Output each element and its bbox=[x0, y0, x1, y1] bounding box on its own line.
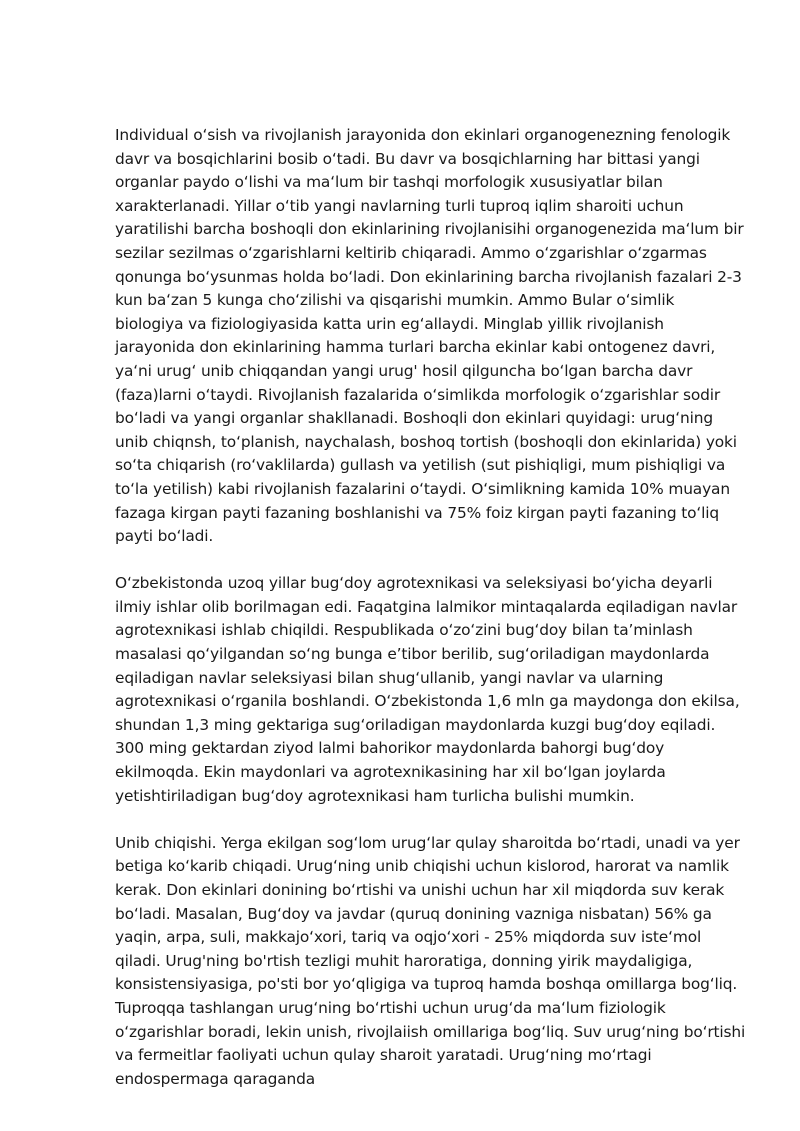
paragraph-wheat-agrotechnics: Oʻzbekistonda uzoq yillar bugʻdoy agrotexnikasi va seleksiyasi boʻyicha deyarli ilmiy ishlar olib borilmagan edi. Faqatgina lalmikor mintaqalarda eqiladigan navlar agrotexnikasi ishlab chiqildi. Respublikada oʻzoʻzini bugʻdoy bilan taʼminlash masalasi qoʻyilgandan soʻng bunga eʼtibor berilib, sugʻoriladigan maydonlarda eqiladigan navlar seleksiyasi bilan shugʻullanib, yangi navlar va ularning agrotexnikasi oʻrganila boshlandi. Oʻzbekistonda 1,6 mln ga maydonga don ekilsa, shundan 1,3 ming gektariga sugʻoriladigan maydonlarda kuzgi bugʻdoy eqiladi. 300 ming gektardan ziyod lalmi bahorikor maydonlarda bahorgi bugʻdoy ekilmoqda. Ekin maydonlari va agrotexnikasining har xil boʻlgan joylarda yetishtiriladigan bugʻdoy agrotexnikasi ham turlicha bulishi mumkin. bbox=[115, 574, 740, 805]
paragraph-germination: Unib chiqishi. Yerga ekilgan sogʻlom urugʻlar qulay sharoitda boʻrtadi, unadi va yer betiga koʻkarib chiqadi. Urugʻning unib chiqishi uchun kislorod, harorat va namlik kerak. Don ekinlari donining boʻrtishi va unishi uchun har xil miqdorda suv kerak boʻladi. Masalan, Bugʻdoy va javdar (quruq donining vazniga nisbatan) 56% ga yaqin, arpa, suli, makkajoʻxori, tariq va oqjoʻxori - 25% miqdorda suv isteʻmol qiladi. Urug'ning bo'rtish tezligi muhit haroratiga, donning yirik maydaligiga, konsistensiyasiga, po'sti bor yoʻqligiga va tuproq hamda boshqa omillarga bogʻliq. Tuproqqa tashlangan urugʻning boʻrtishi uchun urugʻda maʻlum fiziologik oʻzgarishlar boradi, lekin unish, rivojlaiish omillariga bogʻliq. Suv urugʻning boʻrtishi va fermeitlar faoliyati uchun qulay sharoit yaratadi. Urugʻning moʻrtagi endospermaga qaraganda bbox=[115, 833, 746, 1088]
document-body bbox=[115, 124, 747, 1115]
paragraph-phenology: Individual oʻsish va rivojlanish jarayonida don ekinlari organogenezning fenologik davr va bosqichlarini bosib oʻtadi. Bu davr va bosqichlarning har bittasi yangi organlar paydo oʻlishi va maʻlum bir tashqi morfologik xususiyatlar bilan xarakterlanadi. Yillar oʻtib yangi navlarning turli tuproq iqlim sharoiti uchun yaratilishi barcha boshoqli don ekinlarining rivojlanisihi organogenezida maʻlum bir sezilar sezilmas oʻzgarishlarni keltirib chiqaradi. Ammo oʻzgarishlar oʻzgarmas qonunga boʻysunmas holda boʻladi. Don ekinlarining barcha rivojlanish fazalari 2-3 kun baʻzan 5 kunga choʻzilishi va qisqarishi mumkin. Ammo Bular oʻsimlik biologiya va fiziologiyasida katta urin egʻallaydi. Minglab yillik rivojlanish jarayonida don ekinlarining hamma turlari barcha ekinlar kabi ontogenez davri, yaʻni urugʻ unib chiqqandan yangi urug' hosil qilguncha boʻlgan barcha davr (faza)larni oʻtaydi. Rivojlanish fazalarida oʻsimlikda morfologik oʻzgarishlar sodir boʻladi va yangi organlar shakllanadi. Boshoqli don ekinlari quyidagi: urugʻning unib chiqnsh, toʻplanish, naychalash, boshoq tortish (boshoqli don ekinlarida) yoki soʻta chiqarish (roʻvaklilarda) gullash va yetilish (sut pishiqligi, mum pishiqligi va toʻla yetilish) kabi rivojlanish fazalarini oʻtaydi. Oʻsimlikning kamida 10% muayan fazaga kirgan payti fazaning boshlanishi va 75% foiz kirgan payti fazaning toʻliq payti boʻladi. bbox=[115, 126, 744, 546]
